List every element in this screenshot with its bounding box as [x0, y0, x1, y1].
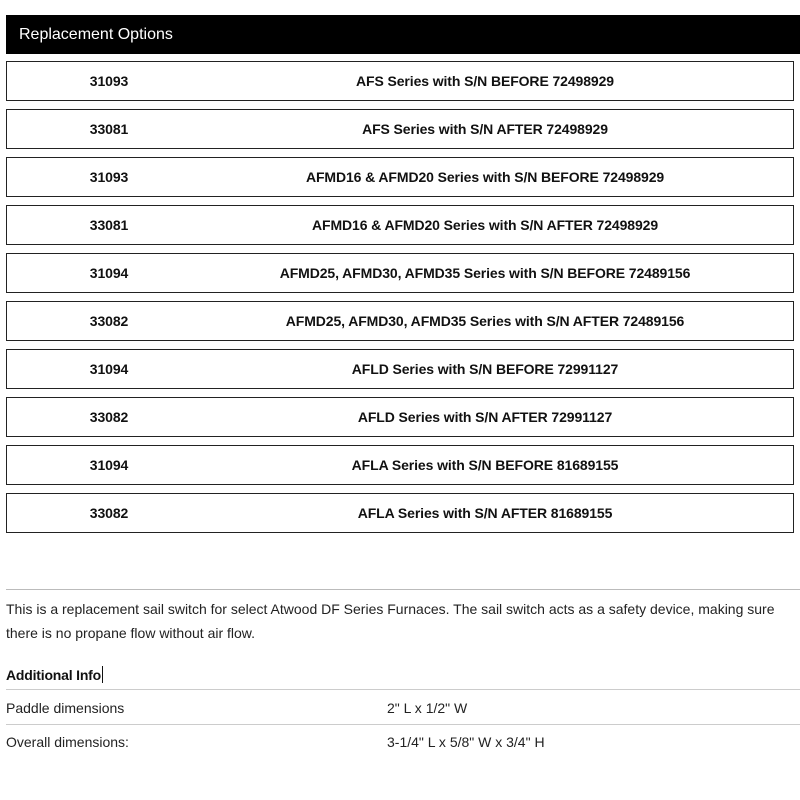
option-row[interactable] [6, 349, 794, 389]
option-description: AFS Series with S/N AFTER 72498929 [362, 121, 608, 137]
additional-info-title: Additional Info [6, 667, 101, 683]
option-description: AFMD25, AFMD30, AFMD35 Series with S/N BEFORE 72489156 [279, 265, 691, 281]
option-description: AFLD Series with S/N AFTER 72991127 [357, 409, 613, 425]
option-row[interactable] [6, 445, 794, 485]
additional-info-heading [6, 664, 103, 686]
option-part-number: 33082 [89, 409, 129, 425]
option-description: AFMD16 & AFMD20 Series with S/N AFTER 72498929 [311, 217, 659, 233]
option-description: AFLD Series with S/N BEFORE 72991127 [351, 361, 619, 377]
option-row[interactable] [6, 157, 794, 197]
option-description: AFLA Series with S/N AFTER 81689155 [357, 505, 613, 521]
option-description: AFMD16 & AFMD20 Series with S/N BEFORE 72498929 [305, 169, 665, 185]
option-row[interactable] [6, 493, 794, 533]
option-row[interactable] [6, 253, 794, 293]
option-description: AFLA Series with S/N BEFORE 81689155 [351, 457, 619, 473]
option-part-number: 31094 [89, 361, 129, 377]
option-part-number: 33082 [89, 313, 129, 329]
option-row[interactable] [6, 397, 794, 437]
option-description: AFS Series with S/N BEFORE 72498929 [356, 73, 614, 89]
option-part-number: 33081 [89, 121, 129, 137]
info-label: Overall dimensions: [6, 734, 129, 750]
option-row[interactable] [6, 301, 794, 341]
section-divider [6, 589, 800, 590]
info-row-paddle-dimensions [6, 691, 800, 725]
option-row[interactable] [6, 109, 794, 149]
text-cursor [102, 666, 103, 683]
product-description: This is a replacement sail switch for select Atwood DF Series Furnaces. The sail switch acts as a safety device, making sure there is no propane flow without air flow. [6, 601, 775, 641]
option-row[interactable] [6, 205, 794, 245]
info-value: 3-1/4" L x 5/8" W x 3/4" H [387, 734, 545, 750]
info-label: Paddle dimensions [6, 700, 125, 716]
info-value: 2" L x 1/2" W [387, 700, 468, 716]
option-description: AFMD25, AFMD30, AFMD35 Series with S/N AFTER 72489156 [285, 313, 685, 329]
replacement-options-header [6, 15, 800, 54]
option-part-number: 33081 [89, 217, 129, 233]
option-part-number: 31093 [89, 73, 129, 89]
option-row[interactable] [6, 61, 794, 101]
replacement-options-title: Replacement Options [19, 26, 173, 43]
replacement-options-list [6, 61, 794, 533]
option-part-number: 31094 [89, 265, 129, 281]
option-part-number: 31094 [89, 457, 129, 473]
option-part-number: 31093 [89, 169, 129, 185]
option-part-number: 33082 [89, 505, 129, 521]
info-row-overall-dimensions [6, 725, 800, 759]
info-divider [6, 689, 800, 690]
